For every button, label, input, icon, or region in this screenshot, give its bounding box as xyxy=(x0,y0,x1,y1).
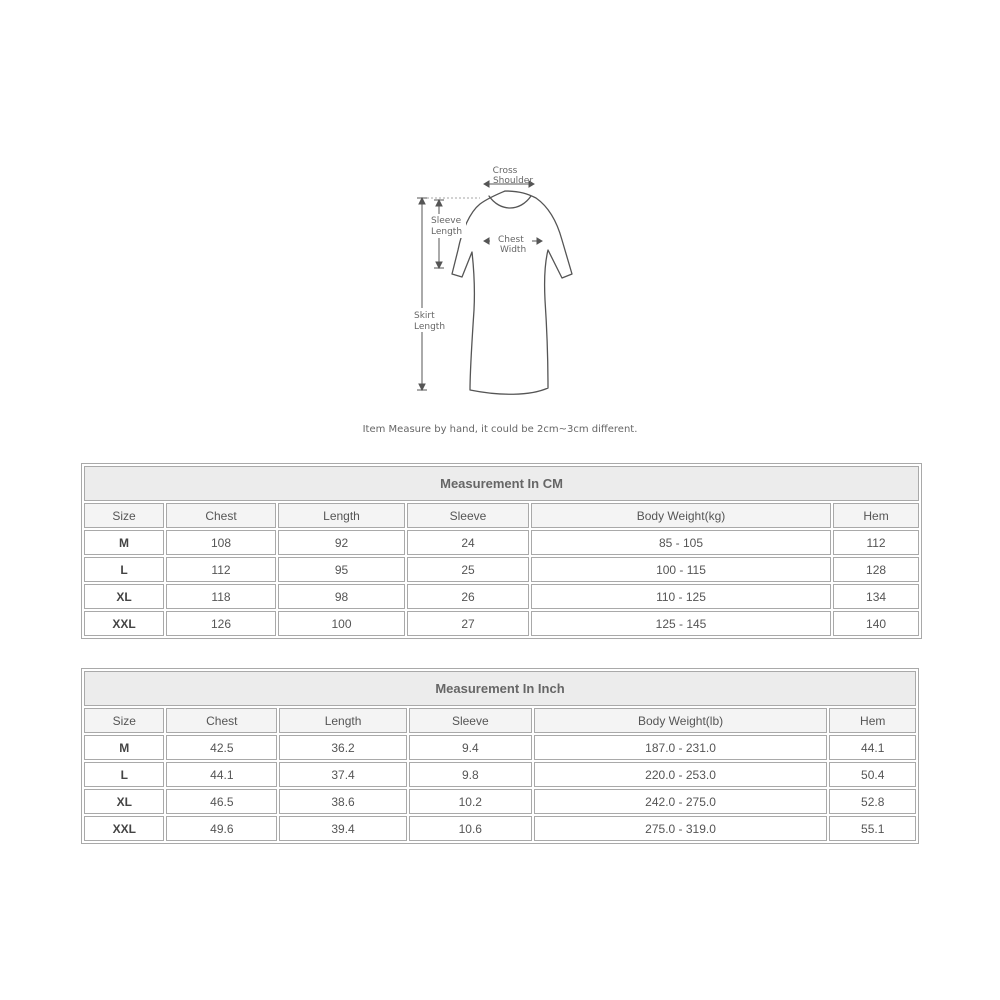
header-body-weight: Body Weight(lb) xyxy=(534,708,828,733)
header-hem: Hem xyxy=(829,708,916,733)
chest-cell: 112 xyxy=(166,557,276,582)
hem-cell: 140 xyxy=(833,611,919,636)
sleeve-cell: 27 xyxy=(407,611,529,636)
sleeve-cell: 10.2 xyxy=(409,789,532,814)
table-row xyxy=(84,584,919,609)
size-cell: XXL xyxy=(84,816,164,841)
header-sleeve: Sleeve xyxy=(407,503,529,528)
body-weight-cell: 100 - 115 xyxy=(531,557,831,582)
chest-width-label-1: Chest xyxy=(498,235,524,245)
hem-cell: 112 xyxy=(833,530,919,555)
size-cell: M xyxy=(84,530,164,555)
size-cell: XL xyxy=(84,789,164,814)
sleeve-cell: 9.8 xyxy=(409,762,532,787)
header-chest: Chest xyxy=(166,708,277,733)
dress-measurement-diagram xyxy=(0,150,1000,410)
header-size: Size xyxy=(84,708,164,733)
table-header-row xyxy=(84,708,916,733)
hem-cell: 44.1 xyxy=(829,735,916,760)
dress-neckline xyxy=(489,196,531,208)
measurement-table-inch xyxy=(81,668,919,844)
hem-cell: 134 xyxy=(833,584,919,609)
header-body-weight: Body Weight(kg) xyxy=(531,503,831,528)
sleeve-cell: 25 xyxy=(407,557,529,582)
body-weight-cell: 187.0 - 231.0 xyxy=(534,735,828,760)
table-title: Measurement In CM xyxy=(84,466,919,501)
dress-outline xyxy=(452,191,572,394)
hem-cell: 52.8 xyxy=(829,789,916,814)
chest-cell: 49.6 xyxy=(166,816,277,841)
table-row xyxy=(84,735,916,760)
size-cell: L xyxy=(84,557,164,582)
hem-cell: 50.4 xyxy=(829,762,916,787)
sleeve-cell: 24 xyxy=(407,530,529,555)
header-length: Length xyxy=(278,503,405,528)
header-length: Length xyxy=(279,708,407,733)
body-weight-cell: 125 - 145 xyxy=(531,611,831,636)
chest-cell: 108 xyxy=(166,530,276,555)
size-cell: M xyxy=(84,735,164,760)
hem-cell: 128 xyxy=(833,557,919,582)
table-row xyxy=(84,530,919,555)
chest-width-label-2: Width xyxy=(500,245,527,255)
header-hem: Hem xyxy=(833,503,919,528)
length-cell: 100 xyxy=(278,611,405,636)
length-cell: 39.4 xyxy=(279,816,407,841)
sleeve-cell: 10.6 xyxy=(409,816,532,841)
body-weight-cell: 85 - 105 xyxy=(531,530,831,555)
cross-shoulder-label-2: Shoulder xyxy=(492,176,534,186)
sleeve-length-label-2: Length xyxy=(431,227,463,237)
chest-cell: 42.5 xyxy=(166,735,277,760)
table-header-row xyxy=(84,503,919,528)
table-row xyxy=(84,816,916,841)
table-title: Measurement In Inch xyxy=(84,671,916,706)
length-cell: 36.2 xyxy=(279,735,407,760)
length-cell: 95 xyxy=(278,557,405,582)
length-cell: 37.4 xyxy=(279,762,407,787)
body-weight-cell: 220.0 - 253.0 xyxy=(534,762,828,787)
hem-cell: 55.1 xyxy=(829,816,916,841)
dress-outline-illustration xyxy=(0,150,1000,410)
length-cell: 92 xyxy=(278,530,405,555)
skirt-length-label-1: Skirt xyxy=(414,311,435,321)
measurement-table-cm xyxy=(81,463,922,639)
size-cell: L xyxy=(84,762,164,787)
length-cell: 98 xyxy=(278,584,405,609)
length-cell: 38.6 xyxy=(279,789,407,814)
sleeve-cell: 26 xyxy=(407,584,529,609)
body-weight-cell: 242.0 - 275.0 xyxy=(534,789,828,814)
skirt-length-label-2: Length xyxy=(414,322,446,332)
chest-cell: 44.1 xyxy=(166,762,277,787)
table-row xyxy=(84,762,916,787)
sleeve-cell: 9.4 xyxy=(409,735,532,760)
table-row xyxy=(84,557,919,582)
chest-cell: 118 xyxy=(166,584,276,609)
cross-shoulder-label-1: Cross xyxy=(492,166,518,176)
body-weight-cell: 110 - 125 xyxy=(531,584,831,609)
body-weight-cell: 275.0 - 319.0 xyxy=(534,816,828,841)
table-row xyxy=(84,789,916,814)
header-chest: Chest xyxy=(166,503,276,528)
size-cell: XXL xyxy=(84,611,164,636)
sleeve-length-label-1: Sleeve xyxy=(431,216,462,226)
chest-cell: 126 xyxy=(166,611,276,636)
chest-cell: 46.5 xyxy=(166,789,277,814)
table-row xyxy=(84,611,919,636)
measurement-note: Item Measure by hand, it could be 2cm~3cm different. xyxy=(362,424,638,435)
header-size: Size xyxy=(84,503,164,528)
header-sleeve: Sleeve xyxy=(409,708,532,733)
size-cell: XL xyxy=(84,584,164,609)
